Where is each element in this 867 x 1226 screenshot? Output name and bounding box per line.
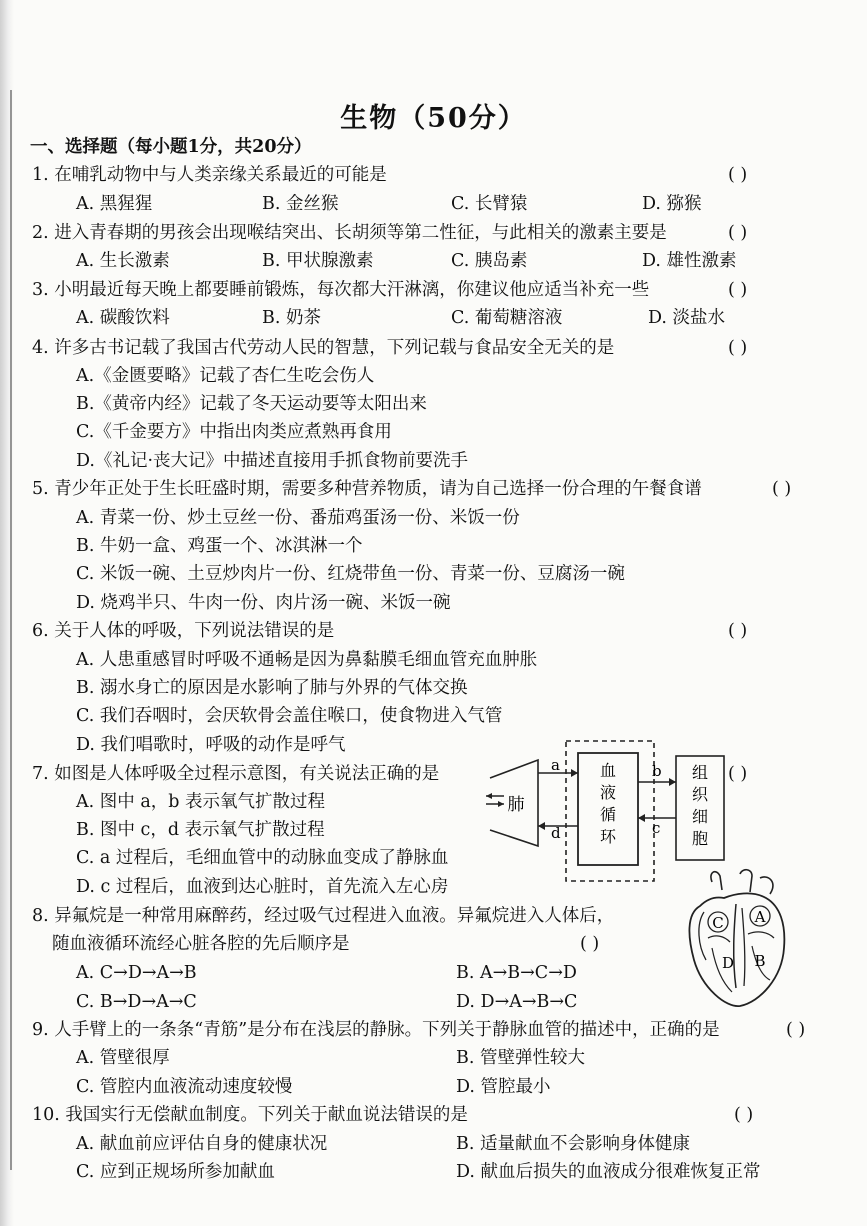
- q4-answer-paren: ( ): [728, 338, 748, 358]
- q2-option-a: A. 生长激素: [76, 251, 170, 271]
- blood-label-3: 循: [599, 805, 617, 824]
- label-d: d: [551, 824, 561, 842]
- label-a: a: [551, 756, 560, 774]
- q1-option-c: C. 长臂猿: [451, 194, 528, 214]
- q10-option-a: A. 献血前应评估自身的健康状况: [76, 1134, 328, 1154]
- q7-answer-paren: ( ): [728, 764, 748, 784]
- tissue-label-2: 织: [691, 785, 709, 804]
- q9-answer-paren: ( ): [786, 1020, 806, 1040]
- binding-line: [10, 90, 12, 1170]
- q1-option-d: D. 猕猴: [642, 194, 702, 214]
- tissue-label-1: 组: [691, 763, 709, 782]
- q5-stem: 5. 青少年正处于生长旺盛时期，需要多种营养物质，请为自己选择一份合理的午餐食谱: [32, 479, 702, 499]
- q9-stem: 9. 人手臂上的一条条“青筋”是分布在浅层的静脉。下列关于静脉血管的描述中，正确的是: [32, 1020, 720, 1040]
- q2-option-b: B. 甲状腺激素: [262, 251, 374, 271]
- q10-stem: 10. 我国实行无偿献血制度。下列关于献血说法错误的是: [32, 1105, 468, 1125]
- lung-label: 肺: [507, 795, 525, 815]
- q2-stem: 2. 进入青春期的男孩会出现喉结突出、长胡须等第二性征，与此相关的激素主要是: [32, 223, 667, 243]
- page-title: 生物（50分）: [340, 103, 527, 134]
- q6-option-d: D. 我们唱歌时，呼吸的动作是呼气: [76, 735, 346, 755]
- q7-option-d: D. c 过程后，血液到达心脏时，首先流入左心房: [76, 877, 449, 897]
- q8-stem: 8. 异氟烷是一种常用麻醉药，经过吸气过程进入血液。异氟烷进入人体后，: [32, 906, 615, 926]
- q2-answer-paren: ( ): [728, 223, 748, 243]
- q10-option-d: D. 献血后损失的血液成分很难恢复正常: [456, 1162, 761, 1182]
- q9-option-d: D. 管腔最小: [456, 1077, 551, 1097]
- q8-answer-paren: ( ): [580, 934, 600, 954]
- label-b: b: [652, 762, 662, 780]
- q4-option-d: D.《礼记·丧大记》中描述直接用手抓食物前要洗手: [76, 451, 469, 471]
- q2-option-d: D. 雄性激素: [642, 251, 737, 271]
- q7-option-c: C. a 过程后，毛细血管中的动脉血变成了静脉血: [76, 848, 449, 868]
- q4-option-a: A.《金匮要略》记载了杏仁生吃会伤人: [76, 366, 375, 386]
- q3-option-c: C. 葡萄糖溶液: [451, 308, 563, 328]
- q10-option-b: B. 适量献血不会影响身体健康: [456, 1134, 690, 1154]
- q6-answer-paren: ( ): [728, 621, 748, 641]
- q7-option-b: B. 图中 c，d 表示氧气扩散过程: [76, 820, 325, 840]
- q1-option-b: B. 金丝猴: [262, 194, 339, 214]
- q10-answer-paren: ( ): [734, 1105, 754, 1125]
- q5-option-d: D. 烧鸡半只、牛肉一份、肉片汤一碗、米饭一碗: [76, 593, 451, 613]
- q2-option-c: C. 胰岛素: [451, 251, 528, 271]
- respiration-diagram: [478, 738, 730, 884]
- heart-label-b: B: [754, 952, 766, 970]
- q1-stem: 1. 在哺乳动物中与人类亲缘关系最近的可能是: [32, 165, 387, 185]
- q3-answer-paren: ( ): [728, 280, 748, 300]
- heart-diagram: [682, 868, 792, 1013]
- blood-label-2: 液: [599, 783, 617, 802]
- tissue-label-3: 细: [691, 807, 709, 826]
- q5-option-b: B. 牛奶一盒、鸡蛋一个、冰淇淋一个: [76, 536, 363, 556]
- q3-option-b: B. 奶茶: [262, 308, 321, 328]
- q6-option-b: B. 溺水身亡的原因是水影响了肺与外界的气体交换: [76, 678, 468, 698]
- q8-option-b: B. A→B→C→D: [456, 963, 577, 983]
- q4-option-b: B.《黄帝内经》记载了冬天运动要等太阳出来: [76, 394, 427, 414]
- q6-option-c: C. 我们吞咽时，会厌软骨会盖住喉口，使食物进入气管: [76, 706, 503, 726]
- q9-option-c: C. 管腔内血液流动速度较慢: [76, 1077, 293, 1097]
- heart-label-d: D: [721, 954, 735, 972]
- q8-option-d: D. D→A→B→C: [456, 992, 578, 1012]
- q5-answer-paren: ( ): [772, 479, 792, 499]
- label-c: c: [652, 819, 661, 837]
- q8-option-a: A. C→D→A→B: [76, 963, 197, 983]
- q6-stem: 6. 关于人体的呼吸，下列说法错误的是: [32, 621, 335, 641]
- q6-option-a: A. 人患重感冒时呼吸不通畅是因为鼻黏膜毛细血管充血肿胀: [76, 650, 538, 670]
- q9-option-b: B. 管壁弹性较大: [456, 1048, 585, 1068]
- tissue-label-4: 胞: [691, 829, 709, 848]
- heart-outline: [689, 893, 784, 1006]
- q7-stem: 7. 如图是人体呼吸全过程示意图，有关说法正确的是: [32, 764, 440, 784]
- section-heading: 一、选择题（每小题1分，共20分）: [30, 137, 312, 157]
- blood-label-4: 环: [599, 827, 617, 846]
- q7-option-a: A. 图中 a，b 表示氧气扩散过程: [76, 792, 326, 812]
- q4-option-c: C.《千金要方》中指出肉类应煮熟再食用: [76, 422, 392, 442]
- heart-label-c: C: [712, 914, 724, 932]
- q1-option-a: A. 黑猩猩: [76, 194, 153, 214]
- q8-stem-continued: 随血液循环流经心脏各腔的先后顺序是: [52, 934, 350, 954]
- heart-label-a: A: [754, 908, 766, 926]
- q10-option-c: C. 应到正规场所参加献血: [76, 1162, 275, 1182]
- q5-option-a: A. 青菜一份、炒土豆丝一份、番茄鸡蛋汤一份、米饭一份: [76, 508, 520, 528]
- q9-option-a: A. 管壁很厚: [76, 1048, 170, 1068]
- q3-option-d: D. 淡盐水: [648, 308, 726, 328]
- q8-option-c: C. B→D→A→C: [76, 992, 197, 1012]
- blood-label-1: 血: [599, 761, 617, 780]
- q3-stem: 3. 小明最近每天晚上都要睡前锻炼，每次都大汗淋漓，你建议他应适当补充一些: [32, 280, 650, 300]
- q5-option-c: C. 米饭一碗、土豆炒肉片一份、红烧带鱼一份、青菜一份、豆腐汤一碗: [76, 564, 625, 584]
- q3-option-a: A. 碳酸饮料: [76, 308, 170, 328]
- q4-stem: 4. 许多古书记载了我国古代劳动人民的智慧，下列记载与食品安全无关的是: [32, 338, 615, 358]
- q1-answer-paren: ( ): [728, 165, 748, 185]
